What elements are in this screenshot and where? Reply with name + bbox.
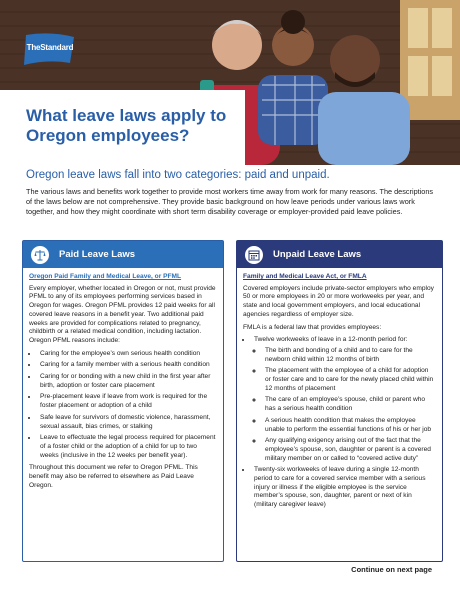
unpaid-leave-heading: Unpaid Leave Laws xyxy=(273,249,362,260)
continue-note: Continue on next page xyxy=(351,565,432,574)
page-title: What leave laws apply to Oregon employees? xyxy=(26,106,227,145)
list-item xyxy=(252,336,436,463)
page-subtitle: Oregon leave laws fall into two categories: paid and unpaid. xyxy=(26,169,330,181)
list-item: • Caring for or bonding with a new child in the first year after birth, adoption or foster care placement xyxy=(38,373,217,390)
list-item: ◦ A serious health condition that makes the employee unable to perform the essential functions of his or her job xyxy=(263,417,436,434)
list-item: • Caring for a family member with a serious health condition xyxy=(38,361,217,370)
paid-leave-header xyxy=(23,241,223,268)
fmla-list xyxy=(243,336,436,510)
list-item: • Leave to effectuate the legal process required for placement of a foster child or the adoption of a child for up to two weeks (inclusive in the 12 weeks per benefit year). xyxy=(38,434,217,460)
standard-logo xyxy=(22,33,78,67)
fmla-intro: FMLA is a federal law that provides employees: xyxy=(243,323,382,331)
unpaid-leave-panel xyxy=(236,240,443,562)
fmla-link[interactable]: Family and Medical Leave Act, or FMLA xyxy=(243,273,367,280)
paid-leave-heading: Paid Leave Laws xyxy=(59,249,136,260)
fmla-item-2: • Twenty-six workweeks of leave during a single 12-month period to care for a covered service member with a serious injury or illness if the eligible employee is the service member’s spouse, son, daughter, parent or next of kin (military caregiver leave) xyxy=(252,466,436,510)
list-item: ◦ The placement with the employee of a child for adoption or foster care and to care for the newly placed child within 12 months of placement xyxy=(263,367,436,393)
unpaid-leave-header xyxy=(237,241,442,268)
logo-text: TheStandard xyxy=(26,43,74,52)
intro-paragraph: The various laws and benefits work together to provide most workers time away from work for many reasons. The descriptions of the laws below are not comprehensive. They provide basic background on how leave periods under various laws work together, and how they might coordinate with short term disability coverage or employer-provided paid leave policies. xyxy=(26,187,434,217)
fmla-item-1: Twelve workweeks of leave in a 12-month period for: xyxy=(254,336,408,344)
scales-icon xyxy=(31,246,49,264)
list-item: ◦ The birth and bonding of a child and to care for the newborn child within 12 months of birth xyxy=(263,347,436,364)
pfml-closing: Throughout this document we refer to Oregon PFML. This benefit may also be referred to elsewhere as Paid Leave Oregon. xyxy=(29,464,198,489)
paid-leave-panel xyxy=(22,240,224,562)
list-item: • Safe leave for survivors of domestic violence, harassment, sexual assault, bias crimes, or stalking xyxy=(38,414,217,431)
list-item: • Caring for the employee’s own serious health condition xyxy=(38,350,217,359)
list-item: • Pre-placement leave if leave from work is required for the foster placement or adoption of a child xyxy=(38,393,217,410)
list-item: ◦ The care of an employee’s spouse, child or parent who has a serious health condition xyxy=(263,396,436,413)
fmla-sublist xyxy=(254,347,436,463)
list-item: ◦ Any qualifying exigency arising out of the fact that the employee’s spouse, son, daughter or parent is a covered military member on or called to “covered active duty” xyxy=(263,437,436,463)
pfml-description: Every employer, whether located in Oregon or not, must provide PFML to any of its employees performing services based in Oregon for wages. Oregon PFML provides 12 paid weeks for all covered leave reasons in a benefit year. Two additional paid weeks are provided for complications related to pregnancy, childbirth or a related medical condition, including lactation. Oregon PFML reasons include: xyxy=(29,284,216,344)
pfml-reasons-list xyxy=(29,350,217,461)
fmla-description: Covered employers include private-sector employers who employ 50 or more employees in 20 or more workweeks per year, and state and local government employers, and local educational agencies regardless of employer size. xyxy=(243,284,434,318)
pfml-link[interactable]: Oregon Paid Family and Medical Leave, or PFML xyxy=(29,273,182,280)
calendar-icon xyxy=(245,246,263,264)
